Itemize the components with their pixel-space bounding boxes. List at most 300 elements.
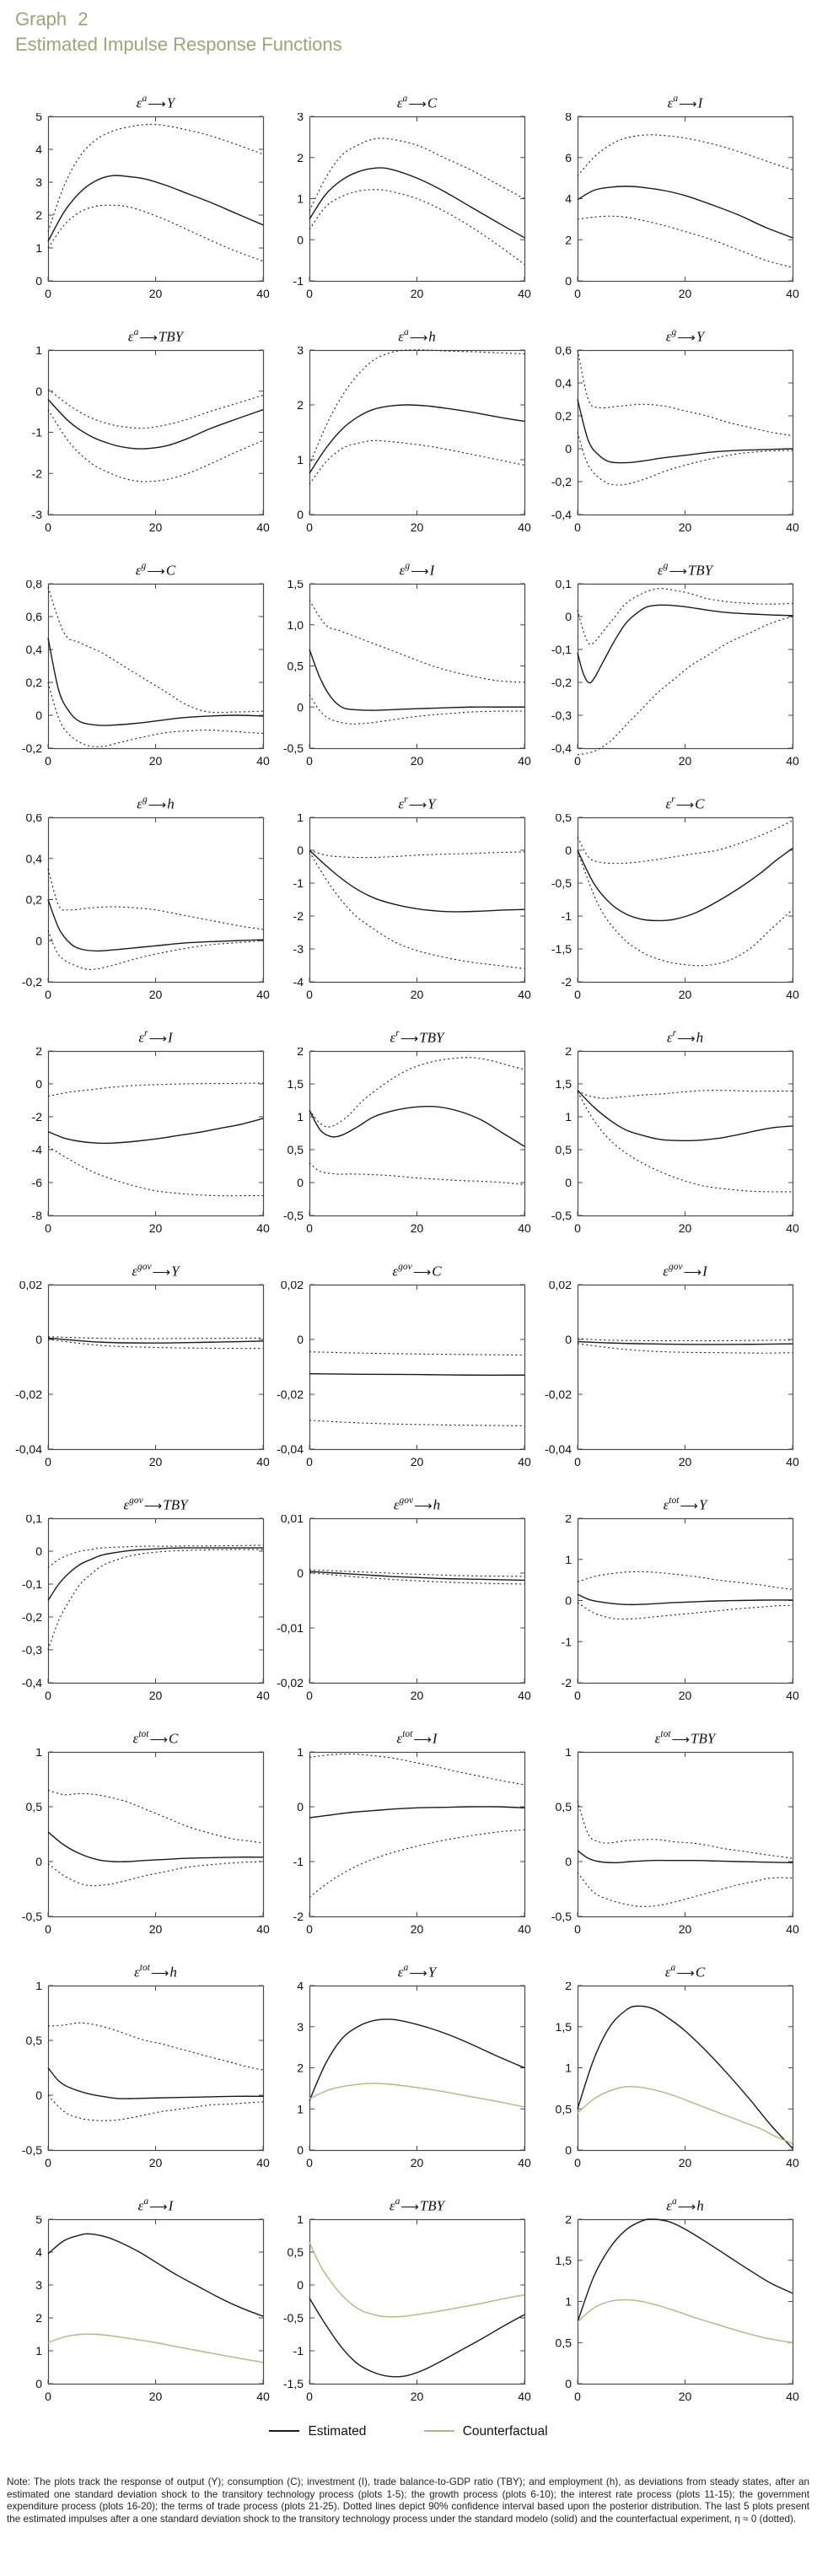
irf-plot-21 [531, 1515, 804, 1722]
shock-superscript: r [144, 1028, 148, 1038]
svg-text:1: 1 [297, 2216, 304, 2226]
svg-text:0,8: 0,8 [25, 580, 42, 590]
svg-text:40: 40 [256, 988, 270, 1001]
shock-superscript: tot [139, 1963, 150, 1973]
estimated-line [309, 405, 524, 473]
svg-text:40: 40 [786, 754, 799, 768]
svg-text:40: 40 [256, 2390, 270, 2403]
ci-upper-line [48, 1083, 263, 1097]
svg-text:0: 0 [35, 1855, 42, 1868]
svg-text:0: 0 [574, 520, 581, 534]
counterfactual-line-swatch [424, 2430, 454, 2432]
svg-text:-2: -2 [31, 466, 42, 481]
counterfactual-line [48, 2334, 263, 2362]
shock-symbol: ε [657, 562, 664, 579]
svg-text:0: 0 [565, 1593, 572, 1608]
shock-symbol: ε [666, 2197, 672, 2214]
estimated-line [578, 186, 793, 238]
target-variable: I [429, 562, 435, 579]
estimated-line [309, 649, 524, 710]
svg-text:20: 20 [148, 2156, 163, 2169]
svg-text:-0,04: -0,04 [545, 1442, 572, 1456]
svg-text:3: 3 [35, 175, 42, 189]
axis-ticks [309, 350, 524, 515]
ci-lower-line [578, 1603, 793, 1619]
irf-plot-6 [531, 347, 804, 554]
svg-text:0: 0 [35, 934, 42, 948]
ci-upper-line [309, 1754, 524, 1785]
target-variable: TBY [158, 328, 184, 345]
svg-text:-0,5: -0,5 [551, 876, 572, 890]
shock-symbol: ε [393, 1496, 400, 1513]
svg-text:20: 20 [678, 520, 692, 534]
svg-text:40: 40 [518, 1221, 531, 1235]
svg-text:40: 40 [256, 520, 270, 534]
ci-lower-line [309, 1163, 524, 1185]
svg-text:20: 20 [410, 1455, 424, 1469]
svg-text:2: 2 [297, 150, 304, 164]
svg-text:1: 1 [565, 1110, 572, 1124]
shock-symbol: ε [136, 94, 142, 111]
irf-plot-cell-25 [2, 1964, 274, 2193]
figure-note: Note: The plots track the response of output (Y); consumption (C); investment (I), trade balance-to-GDP ratio (TBY); and employment (h), as deviations from steady states, after an estimated one standard deviation shock to the transitory technology process (plots 1-5); the growth process (plots 6-10); the interest rate process (plots 11-15); the government expenditure process (plots 16-20); the terms of trade process (plots 21-25). Dotted lines depict 90% confidence interval based upon the posterior distribution. The last 5 plots present the estimated impulses after a one standard deviation shock to the transitory technology process under the standard modelo (solid) and the counterfactual experiment, η ≈ 0 (dotted). [7, 2476, 809, 2525]
plot-title [309, 1730, 524, 1749]
axis-box [49, 351, 264, 515]
ci-upper-line [578, 135, 793, 176]
svg-text:-0,3: -0,3 [551, 709, 572, 722]
svg-text:40: 40 [786, 1455, 799, 1469]
target-variable: h [169, 1964, 177, 1981]
long-right-arrow-icon: ⟶ [150, 1966, 169, 1981]
shock-symbol: ε [398, 328, 404, 345]
ci-upper-line [309, 601, 524, 683]
target-variable: C [695, 795, 705, 812]
shock-superscript: tot [402, 1729, 413, 1739]
plot-title [48, 1029, 263, 1048]
svg-text:4: 4 [565, 191, 572, 206]
irf-plot-17 [263, 1281, 535, 1489]
axis-ticks [48, 584, 263, 748]
axis-tick-labels [35, 113, 270, 300]
estimated-line [309, 1374, 524, 1376]
shock-symbol: ε [664, 1964, 671, 1981]
ci-lower-line [48, 682, 263, 746]
svg-text:0: 0 [565, 2377, 572, 2390]
long-right-arrow-icon: ⟶ [148, 798, 167, 812]
estimated-line [578, 1342, 793, 1345]
irf-plot-cell-17 [263, 1263, 535, 1492]
shock-superscript: a [671, 2196, 677, 2207]
svg-text:0,02: 0,02 [19, 1281, 42, 1291]
irf-plot-cell-23 [263, 1730, 535, 1959]
svg-text:-1,5: -1,5 [282, 2377, 304, 2390]
axis-ticks [578, 116, 793, 281]
svg-text:40: 40 [786, 2390, 799, 2403]
plot-title [48, 94, 263, 113]
ci-lower-line [578, 1344, 793, 1353]
svg-text:20: 20 [148, 287, 163, 300]
svg-text:2: 2 [35, 208, 42, 222]
svg-text:0: 0 [45, 2390, 51, 2403]
shock-superscript: gov [668, 1262, 683, 1272]
axis-tick-labels [32, 1048, 270, 1235]
plot-title [578, 795, 793, 814]
legend [0, 2424, 817, 2439]
long-right-arrow-icon: ⟶ [400, 1032, 419, 1046]
irf-plot-cell-24 [531, 1730, 804, 1959]
ci-upper-line [578, 821, 793, 864]
svg-text:40: 40 [518, 1689, 531, 1702]
estimated-line [48, 1118, 263, 1143]
target-variable: h [433, 1496, 441, 1513]
axis-box [578, 1285, 793, 1450]
target-variable: I [168, 1029, 173, 1046]
target-variable: I [432, 1730, 438, 1747]
target-variable: C [165, 562, 176, 579]
shock-symbol: ε [137, 795, 142, 812]
irf-plot-13 [2, 1048, 274, 1255]
axis-tick-labels [22, 814, 270, 1001]
plot-title [48, 328, 263, 347]
svg-text:0: 0 [297, 843, 304, 857]
shock-superscript: a [402, 94, 408, 104]
irf-plot-22 [2, 1749, 274, 1956]
estimated-line [309, 1571, 524, 1580]
shock-symbol: ε [137, 2197, 144, 2214]
irf-plot-30 [531, 2216, 804, 2423]
legend-label-estimated: Estimated [308, 2424, 367, 2439]
plot-title [309, 795, 524, 814]
svg-text:0,5: 0,5 [555, 1800, 572, 1813]
shock-symbol: ε [123, 1496, 130, 1513]
estimated-line [578, 2006, 793, 2148]
shock-symbol: ε [138, 1029, 145, 1046]
ci-upper-line [48, 869, 263, 930]
irf-plot-cell-1 [2, 94, 274, 324]
shock-symbol: ε [127, 328, 134, 345]
ci-upper-line [578, 589, 793, 644]
svg-text:-1: -1 [293, 274, 304, 288]
target-variable: Y [171, 1263, 180, 1280]
svg-text:-1: -1 [293, 1855, 304, 1868]
svg-text:4: 4 [297, 1982, 304, 1992]
shock-symbol: ε [132, 1730, 139, 1747]
svg-text:1: 1 [297, 2102, 304, 2116]
svg-text:0: 0 [574, 1922, 581, 1936]
target-variable: TBY [163, 1496, 188, 1513]
plot-title [309, 1263, 524, 1281]
plot-title [48, 1263, 263, 1281]
svg-text:20: 20 [410, 1689, 424, 1702]
plot-title [309, 1029, 524, 1048]
axis-box [578, 351, 793, 515]
ci-upper-line [48, 1337, 263, 1339]
svg-text:20: 20 [678, 1455, 692, 1469]
axis-tick-labels [277, 1515, 531, 1702]
estimated-line [578, 400, 793, 463]
shock-superscript: r [671, 795, 675, 805]
axis-box [310, 2220, 525, 2385]
svg-text:20: 20 [678, 287, 692, 300]
plot-title [48, 562, 263, 580]
irf-plot-cell-30 [531, 2197, 804, 2427]
svg-text:-0,5: -0,5 [21, 2143, 42, 2157]
svg-text:0: 0 [574, 1689, 581, 1702]
svg-text:0: 0 [297, 1566, 304, 1580]
irf-plot-27 [531, 1982, 804, 2190]
svg-text:0,4: 0,4 [25, 643, 42, 656]
ci-upper-line [309, 138, 524, 211]
svg-text:40: 40 [256, 1221, 270, 1235]
svg-text:0: 0 [306, 1689, 313, 1702]
irf-plot-cell-2 [263, 94, 535, 324]
estimated-line [309, 2298, 524, 2377]
svg-text:1,5: 1,5 [287, 1077, 304, 1091]
svg-text:-0,02: -0,02 [277, 1676, 304, 1689]
axis-ticks [578, 817, 793, 982]
svg-text:0: 0 [45, 1221, 51, 1235]
target-variable: TBY [691, 1730, 716, 1747]
svg-text:3: 3 [297, 347, 304, 357]
svg-text:0: 0 [565, 1855, 572, 1868]
axis-box [310, 1753, 525, 1917]
svg-text:-0,02: -0,02 [545, 1388, 572, 1401]
svg-text:-0,2: -0,2 [21, 741, 42, 755]
axis-box [578, 1052, 793, 1216]
ci-lower-line [309, 1420, 524, 1426]
svg-text:0: 0 [306, 2156, 313, 2169]
svg-text:0,5: 0,5 [287, 2245, 304, 2259]
svg-text:-0,1: -0,1 [21, 1577, 42, 1591]
svg-text:20: 20 [148, 1455, 163, 1469]
long-right-arrow-icon: ⟶ [408, 798, 427, 812]
svg-text:-1,5: -1,5 [551, 942, 572, 956]
axis-ticks [48, 350, 263, 515]
shock-superscript: a [143, 2196, 149, 2207]
svg-text:0: 0 [35, 1544, 42, 1558]
svg-text:1: 1 [565, 2294, 572, 2309]
ci-upper-line [309, 850, 524, 858]
svg-text:-0,2: -0,2 [551, 676, 572, 689]
svg-text:0: 0 [565, 442, 572, 455]
svg-text:3: 3 [297, 113, 304, 123]
ci-lower-line [578, 1091, 793, 1192]
svg-text:4: 4 [35, 143, 42, 156]
svg-text:1,5: 1,5 [555, 2253, 572, 2267]
ci-lower-line [309, 1572, 524, 1584]
long-right-arrow-icon: ⟶ [152, 1265, 171, 1280]
svg-text:0: 0 [35, 1333, 42, 1346]
svg-text:0,5: 0,5 [555, 2336, 572, 2350]
long-right-arrow-icon: ⟶ [411, 564, 429, 579]
estimated-line [578, 2219, 793, 2322]
shock-superscript: r [672, 1028, 677, 1038]
svg-text:0: 0 [574, 754, 581, 768]
estimated-line [578, 605, 793, 682]
svg-text:-1: -1 [561, 909, 572, 923]
axis-box [49, 1753, 264, 1917]
axis-box [310, 1986, 525, 2151]
svg-text:20: 20 [410, 754, 424, 768]
axis-ticks [578, 1986, 793, 2150]
svg-text:0,4: 0,4 [555, 376, 572, 390]
irf-plot-cell-28 [2, 2197, 274, 2427]
svg-text:0: 0 [297, 2143, 304, 2157]
long-right-arrow-icon: ⟶ [148, 97, 166, 111]
svg-text:40: 40 [786, 1689, 799, 1702]
svg-text:0: 0 [565, 274, 572, 288]
svg-text:40: 40 [518, 1922, 531, 1936]
svg-text:40: 40 [256, 287, 270, 300]
svg-text:1: 1 [35, 347, 42, 357]
svg-text:40: 40 [518, 754, 531, 768]
svg-text:0: 0 [574, 2390, 581, 2403]
svg-text:0: 0 [574, 1455, 581, 1469]
shock-superscript: a [395, 2196, 400, 2207]
svg-text:0: 0 [45, 2156, 51, 2169]
target-variable: TBY [419, 2197, 445, 2214]
irf-plot-cell-21 [531, 1496, 804, 1726]
long-right-arrow-icon: ⟶ [148, 1032, 168, 1046]
axis-box [578, 818, 793, 983]
svg-text:0,1: 0,1 [555, 580, 572, 590]
plot-title [48, 1730, 263, 1749]
shock-symbol: ε [399, 562, 406, 579]
target-variable: h [696, 2197, 704, 2214]
svg-text:0: 0 [565, 2143, 572, 2157]
target-variable: Y [166, 94, 175, 111]
svg-text:0: 0 [306, 988, 313, 1001]
svg-text:2: 2 [35, 2311, 42, 2325]
axis-tick-labels [551, 1749, 799, 1936]
svg-text:-0,4: -0,4 [551, 508, 572, 521]
irf-plot-16 [2, 1281, 274, 1489]
svg-text:20: 20 [678, 988, 692, 1001]
shock-symbol: ε [397, 1964, 404, 1981]
axis-tick-labels [283, 580, 531, 768]
plot-title [309, 2197, 524, 2216]
axis-box [49, 1285, 264, 1450]
shock-superscript: a [670, 1963, 676, 1973]
svg-text:0: 0 [306, 1922, 313, 1936]
irf-plot-cell-9 [531, 562, 804, 791]
irf-plot-cell-12 [531, 795, 804, 1025]
svg-text:20: 20 [678, 2156, 692, 2169]
ci-lower-line [578, 1873, 793, 1906]
ci-lower-line [309, 190, 524, 265]
svg-text:-1: -1 [293, 2344, 304, 2358]
axis-box [578, 1519, 793, 1684]
svg-text:0,01: 0,01 [280, 1515, 304, 1525]
svg-text:20: 20 [678, 2390, 692, 2403]
svg-text:40: 40 [256, 1455, 270, 1469]
shock-symbol: ε [392, 1263, 399, 1280]
irf-plot-25 [2, 1982, 274, 2190]
legend-item-counterfactual [424, 2424, 548, 2439]
shock-symbol: ε [665, 328, 672, 345]
ci-upper-line [309, 1058, 524, 1127]
svg-text:20: 20 [410, 2156, 424, 2169]
svg-text:40: 40 [256, 1922, 270, 1936]
shock-symbol: ε [654, 1730, 661, 1747]
svg-text:0: 0 [297, 2278, 304, 2292]
svg-text:1: 1 [297, 1749, 304, 1759]
shock-symbol: ε [663, 1263, 669, 1280]
plot-title [578, 94, 793, 113]
irf-plot-cell-8 [263, 562, 535, 791]
plot-title [309, 1964, 524, 1982]
axis-ticks [48, 2219, 263, 2384]
svg-text:0: 0 [574, 1221, 581, 1235]
svg-text:40: 40 [786, 287, 799, 300]
ci-lower-line [48, 2095, 263, 2121]
counterfactual-line [309, 2242, 524, 2316]
estimated-line [48, 1548, 263, 1600]
estimated-line [309, 168, 524, 238]
target-variable: C [432, 1263, 442, 1280]
estimated-line [309, 2019, 524, 2101]
svg-text:0: 0 [35, 274, 42, 288]
irf-plot-10 [2, 814, 274, 1021]
svg-text:0: 0 [35, 384, 42, 398]
axis-box [49, 585, 264, 749]
target-variable: h [428, 328, 436, 345]
long-right-arrow-icon: ⟶ [400, 2200, 419, 2214]
axis-box [578, 1986, 793, 2151]
long-right-arrow-icon: ⟶ [679, 97, 697, 111]
svg-text:-1: -1 [293, 876, 304, 890]
svg-text:-0,01: -0,01 [277, 1621, 304, 1635]
svg-text:-0,4: -0,4 [551, 741, 572, 755]
axis-ticks [309, 584, 524, 748]
estimated-line [578, 1594, 793, 1604]
svg-text:20: 20 [410, 2390, 424, 2403]
svg-text:-8: -8 [31, 1209, 42, 1222]
svg-text:20: 20 [678, 1922, 692, 1936]
ci-upper-line [578, 1091, 793, 1099]
target-variable: C [695, 1964, 706, 1981]
axis-box [49, 818, 264, 983]
ci-upper-line [48, 587, 263, 713]
long-right-arrow-icon: ⟶ [677, 1032, 696, 1046]
svg-text:20: 20 [148, 520, 163, 534]
svg-text:0: 0 [306, 754, 313, 768]
ci-upper-line [578, 1802, 793, 1859]
svg-text:40: 40 [256, 1689, 270, 1702]
estimated-line [48, 900, 263, 951]
svg-text:4: 4 [35, 2245, 42, 2259]
irf-plot-2 [263, 113, 535, 321]
svg-text:0,6: 0,6 [25, 610, 42, 623]
long-right-arrow-icon: ⟶ [408, 97, 427, 111]
svg-text:5: 5 [35, 113, 42, 123]
plot-title [578, 328, 793, 347]
axis-tick-labels [293, 1749, 531, 1936]
svg-text:1: 1 [35, 1749, 42, 1759]
ci-lower-line [578, 433, 793, 485]
long-right-arrow-icon: ⟶ [149, 1733, 168, 1747]
irf-plot-cell-4 [2, 328, 274, 558]
long-right-arrow-icon: ⟶ [409, 331, 428, 345]
svg-text:-0,5: -0,5 [551, 1209, 572, 1222]
shock-superscript: g [405, 561, 411, 571]
irf-plot-18 [531, 1281, 804, 1489]
svg-text:2: 2 [297, 398, 304, 412]
axis-ticks [578, 1752, 793, 1916]
svg-text:0: 0 [306, 520, 313, 534]
svg-text:20: 20 [410, 1922, 424, 1936]
svg-text:-0,2: -0,2 [551, 475, 572, 488]
